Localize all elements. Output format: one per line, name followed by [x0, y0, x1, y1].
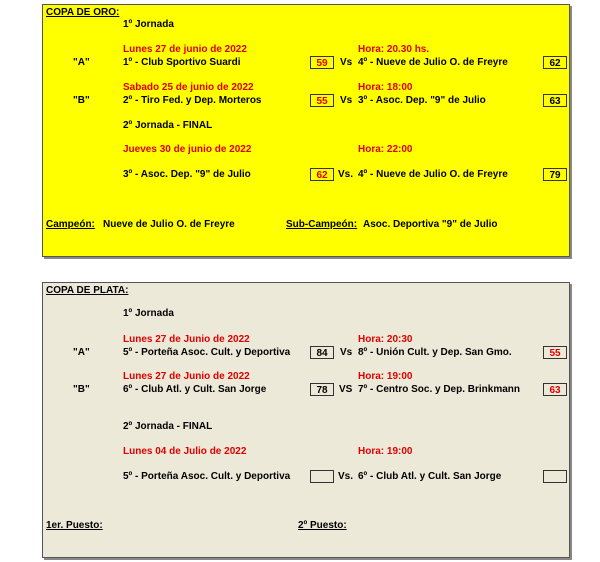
oro-match-a-hora: Hora: 20.30 hs. [358, 44, 430, 55]
oro-match-b-date: Sabado 25 de junio de 2022 [123, 82, 254, 93]
oro-final-hora: Hora: 22:00 [358, 144, 413, 155]
plata-match-a-date: Lunes 27 de Junio de 2022 [123, 334, 250, 345]
oro-final-score2: 79 [543, 168, 567, 181]
oro-match-b-vs: Vs [340, 95, 353, 106]
oro-campeon-label: Campeón: [46, 219, 95, 230]
oro-match-b-team1: 2º - Tiro Fed. y Dep. Morteros [123, 95, 262, 106]
oro-match-b-team2: 3º - Asoc. Dep. "9" de Julio [358, 95, 486, 106]
oro-match-b-hora: Hora: 18:00 [358, 82, 413, 93]
plata-puesto-1-label: 1er. Puesto: [46, 520, 103, 531]
oro-match-a-team1: 1º - Club Sportivo Suardi [123, 57, 241, 68]
oro-campeon-value: Nueve de Julio O. de Freyre [103, 219, 235, 230]
plata-match-a-hora: Hora: 20:30 [358, 334, 413, 345]
plata-match-b-team2: 7º - Centro Soc. y Dep. Brinkmann [358, 384, 521, 395]
plata-final-score2 [543, 470, 567, 483]
oro-final-team1: 3º - Asoc. Dep. "9" de Julio [123, 169, 251, 180]
copa-de-plata-title: COPA DE PLATA: [46, 285, 129, 296]
plata-match-a-team2: 8º - Unión Cult. y Dep. San Gmo. [358, 347, 512, 358]
oro-match-a-vs: Vs [340, 57, 353, 68]
plata-match-b-hora: Hora: 19:00 [358, 371, 413, 382]
oro-final-vs: Vs. [338, 169, 354, 180]
oro-match-a-score2: 62 [543, 56, 567, 69]
plata-match-b-group: "B" [73, 384, 90, 395]
copa-de-plata-panel [42, 282, 570, 558]
plata-final-score1 [310, 470, 334, 483]
oro-match-b-score2: 63 [543, 94, 567, 107]
oro-jornada-1: 1º Jornada [123, 19, 174, 30]
oro-final-date: Jueves 30 de junio de 2022 [123, 144, 252, 155]
oro-match-b-score1: 55 [310, 94, 334, 107]
plata-match-b-date: Lunes 27 de Junio de 2022 [123, 371, 250, 382]
plata-final-hora: Hora: 19:00 [358, 446, 413, 457]
plata-match-b-team1: 6º - Club Atl. y Cult. San Jorge [123, 384, 267, 395]
plata-match-a-score2: 55 [543, 346, 567, 359]
oro-final-team2: 4º - Nueve de Julio O. de Freyre [358, 169, 508, 180]
copa-de-oro-title: COPA DE ORO: [46, 7, 120, 18]
oro-match-a-team2: 4º - Nueve de Julio O. de Freyre [358, 57, 508, 68]
plata-jornada-2: 2º Jornada - FINAL [123, 421, 213, 432]
plata-match-a-group: "A" [73, 347, 90, 358]
plata-match-b-score1: 78 [310, 383, 334, 396]
oro-match-a-date: Lunes 27 de junio de 2022 [123, 44, 247, 55]
plata-final-team1: 5º - Porteña Asoc. Cult. y Deportiva [123, 471, 291, 482]
plata-match-b-vs: VS [339, 384, 353, 395]
copa-de-oro-panel [42, 4, 570, 257]
oro-subcampeon-value: Asoc. Deportiva "9" de Julio [363, 219, 498, 230]
plata-puesto-2-label: 2º Puesto: [298, 520, 347, 531]
plata-match-a-team1: 5º - Porteña Asoc. Cult. y Deportiva [123, 347, 291, 358]
oro-subcampeon-label: Sub-Campeón: [286, 219, 358, 230]
plata-match-a-vs: Vs [340, 347, 353, 358]
plata-final-team2: 6º - Club Atl. y Cult. San Jorge [358, 471, 502, 482]
oro-match-b-group: "B" [73, 95, 90, 106]
plata-match-b-score2: 63 [543, 383, 567, 396]
oro-jornada-2: 2º Jornada - FINAL [123, 120, 213, 131]
oro-match-a-score1: 59 [310, 56, 334, 69]
oro-final-score1: 62 [310, 168, 334, 181]
plata-match-a-score1: 84 [310, 346, 334, 359]
plata-final-date: Lunes 04 de Julio de 2022 [123, 446, 247, 457]
plata-jornada-1: 1º Jornada [123, 308, 174, 319]
oro-match-a-group: "A" [73, 57, 90, 68]
plata-final-vs: Vs. [338, 471, 354, 482]
